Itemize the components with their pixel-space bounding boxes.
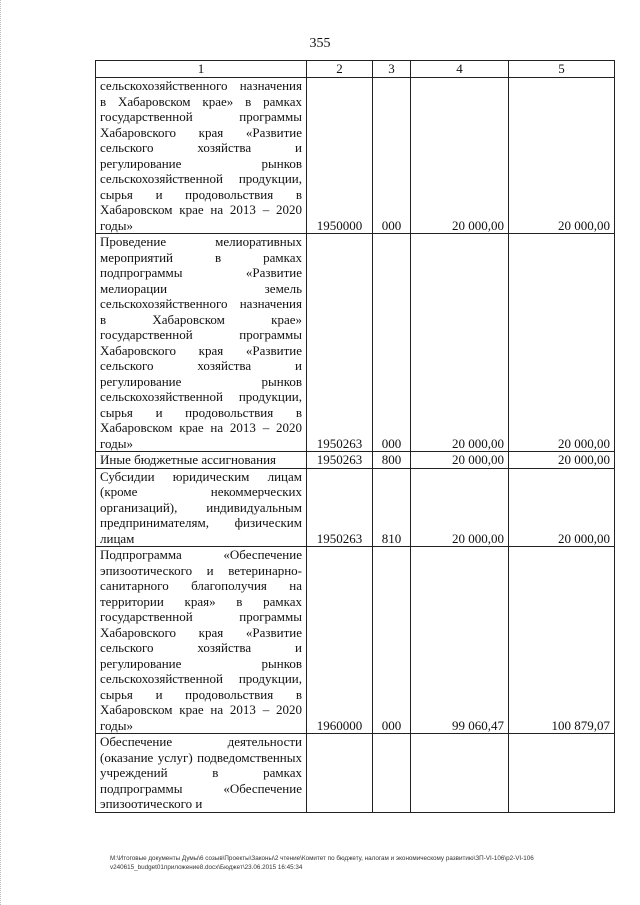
row-description: Обеспечение деятельности (оказание услуг) подведомственных учреждений в рамках подпрограммы «Обеспечение эпизоотического и	[96, 734, 307, 813]
table-row	[96, 734, 615, 813]
row-amount-2: 20 000,00	[509, 468, 615, 547]
header-col-2: 2	[307, 61, 373, 78]
row-expense-type: 800	[373, 452, 411, 469]
row-target-code: 1950263	[307, 452, 373, 469]
row-target-code	[307, 734, 373, 813]
header-col-1: 1	[96, 61, 307, 78]
row-amount-2: 20 000,00	[509, 452, 615, 469]
table-row	[96, 468, 615, 547]
row-amount-2: 20 000,00	[509, 234, 615, 452]
row-target-code: 1950000	[307, 78, 373, 234]
row-amount-2: 100 879,07	[509, 547, 615, 734]
header-col-5: 5	[509, 61, 615, 78]
budget-table	[95, 60, 615, 813]
table-row	[96, 547, 615, 734]
row-expense-type: 000	[373, 547, 411, 734]
table-row	[96, 234, 615, 452]
row-expense-type: 000	[373, 78, 411, 234]
table-row	[96, 78, 615, 234]
scan-edge-mark	[0, 0, 4, 905]
row-target-code: 1950263	[307, 234, 373, 452]
row-amount-1: 20 000,00	[411, 234, 509, 452]
row-description: Субсидии юридическим лицам (кроме некоммерческих организаций), индивидуальным предпринимателям, физическим лицам	[96, 468, 307, 547]
table-row	[96, 452, 615, 469]
row-target-code: 1950263	[307, 468, 373, 547]
row-description: сельскохозяйственного назначения в Хабаровском крае» в рамках государственной программы Хабаровского края «Развитие сельского хозяйства и регулирование рынков сельскохозяйственной продукции, сырья и продовольствия в Хабаровском крае на 2013 – 2020 годы»	[96, 78, 307, 234]
row-expense-type	[373, 734, 411, 813]
row-amount-1	[411, 734, 509, 813]
page-number: 355	[309, 36, 331, 51]
row-amount-1: 99 060,47	[411, 547, 509, 734]
row-amount-2	[509, 734, 615, 813]
row-amount-1: 20 000,00	[411, 468, 509, 547]
row-expense-type: 810	[373, 468, 411, 547]
row-target-code: 1960000	[307, 547, 373, 734]
row-description: Подпрограмма «Обеспечение эпизоотического и ветеринарно-санитарного благополучия на территории края» в рамках государственной программы Хабаровского края «Развитие сельского хозяйства и регулирование рынков сельскохозяйственной продукции, сырья и продовольствия в Хабаровском крае на 2013 – 2020 годы»	[96, 547, 307, 734]
row-description: Иные бюджетные ассигнования	[96, 452, 307, 469]
header-col-4: 4	[411, 61, 509, 78]
header-row	[96, 61, 615, 78]
row-amount-2: 20 000,00	[509, 78, 615, 234]
row-amount-1: 20 000,00	[411, 452, 509, 469]
row-expense-type: 000	[373, 234, 411, 452]
row-description: Проведение мелиоративных мероприятий в рамках подпрограммы «Развитие мелиорации земель сельскохозяйственного назначения в Хабаровском крае» государственной программы Хабаровского края «Развитие сельского хозяйства и регулирование рынков сельскохозяйственной продукции, сырья и продовольствия в Хабаровском крае на 2013 – 2020 годы»	[96, 234, 307, 452]
file-path-footer: M:\Итоговые документы Думы\6 созыв\Проекты\Законы\2 чтение\Комитет по бюджету, налогам и экономическому развитию\ЗП-VI-106\р2-VI-106 v240615_budget01приложение8.docx\Бюджет\23.06.2015 16:45:34	[110, 855, 534, 871]
header-col-3: 3	[373, 61, 411, 78]
row-amount-1: 20 000,00	[411, 78, 509, 234]
